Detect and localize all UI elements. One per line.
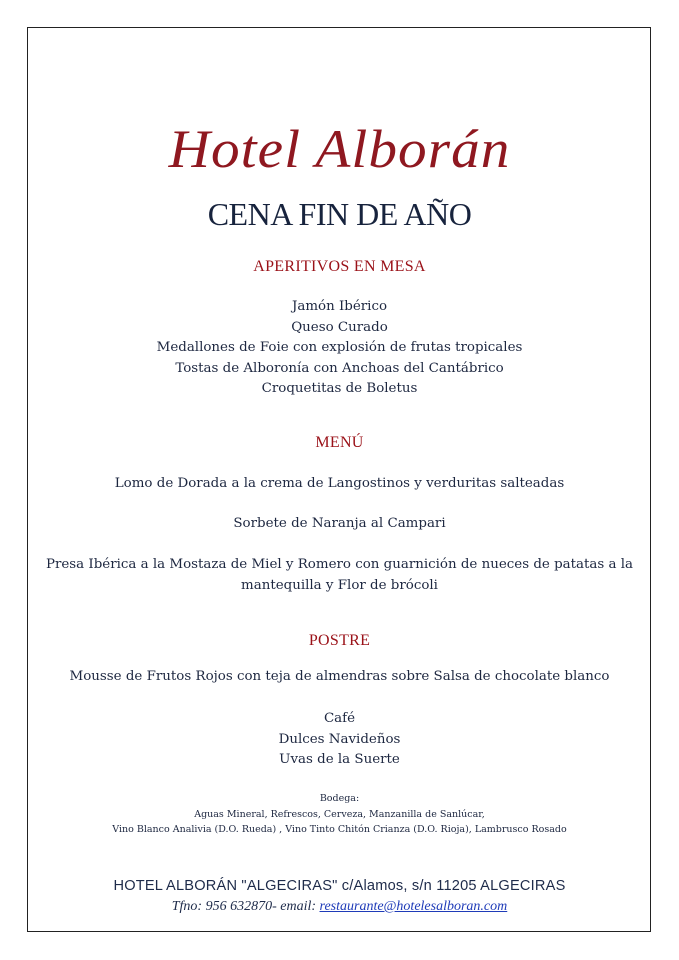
aperitivos-list (0, 297, 679, 400)
menu-item: Medallones de Foie con explosión de frutas tropicales (156, 340, 523, 355)
footer-address: HOTEL ALBORÁN "ALGECIRAS" c/Alamos, s/n 11205 ALGECIRAS (113, 878, 566, 894)
email-link[interactable]: restaurante@hotelesalboran.com (319, 899, 508, 914)
dessert-item: Dulces Navideños (278, 731, 401, 747)
menu-item: Jamón Ibérico (291, 299, 388, 314)
section-title-menu: MENÚ (315, 434, 364, 451)
menu-item: Queso Curado (291, 319, 388, 335)
menu-item-multiline (0, 555, 679, 596)
wine-line: Aguas Mineral, Refrescos, Cerveza, Manzanilla de Sanlúcar, (194, 808, 485, 820)
dessert-item: Mousse de Frutos Rojos con teja de almendras sobre Salsa de chocolate blanco (69, 669, 610, 684)
menu-item-line: Presa Ibérica a la Mostaza de Miel y Romero con guarnición de nueces de patatas a la (45, 557, 634, 572)
event-title: CENA FIN DE AÑO (207, 196, 472, 232)
footer-contact (0, 899, 679, 915)
menu-item: Sorbete de Naranja al Campari (233, 516, 446, 531)
wine-line: Vino Blanco Analivia (D.O. Rueda) , Vino Tinto Chitón Crianza (D.O. Rioja), Lambrusco Rosado (112, 824, 567, 836)
phone-email-prefix: Tfno: 956 632870- email: (171, 899, 320, 914)
section-title-aperitivos: APERITIVOS EN MESA (253, 258, 426, 275)
section-title-postre: POSTRE (308, 632, 371, 649)
menu-item: Croquetitas de Boletus (261, 381, 418, 396)
menu-item: Tostas de Alboronía con Anchoas del Cantábrico (175, 360, 504, 376)
dessert-item: Uvas de la Suerte (279, 752, 400, 767)
dessert-list (0, 709, 679, 771)
hotel-name-logo: Hotel Alborán (168, 119, 511, 179)
menu-item: Lomo de Dorada a la crema de Langostinos y verduritas salteadas (114, 476, 565, 491)
dessert-item: Café (323, 711, 356, 726)
wine-title: Bodega: (319, 793, 360, 804)
wine-section (0, 791, 679, 838)
menu-item-line: mantequilla y Flor de brócoli (241, 577, 438, 593)
